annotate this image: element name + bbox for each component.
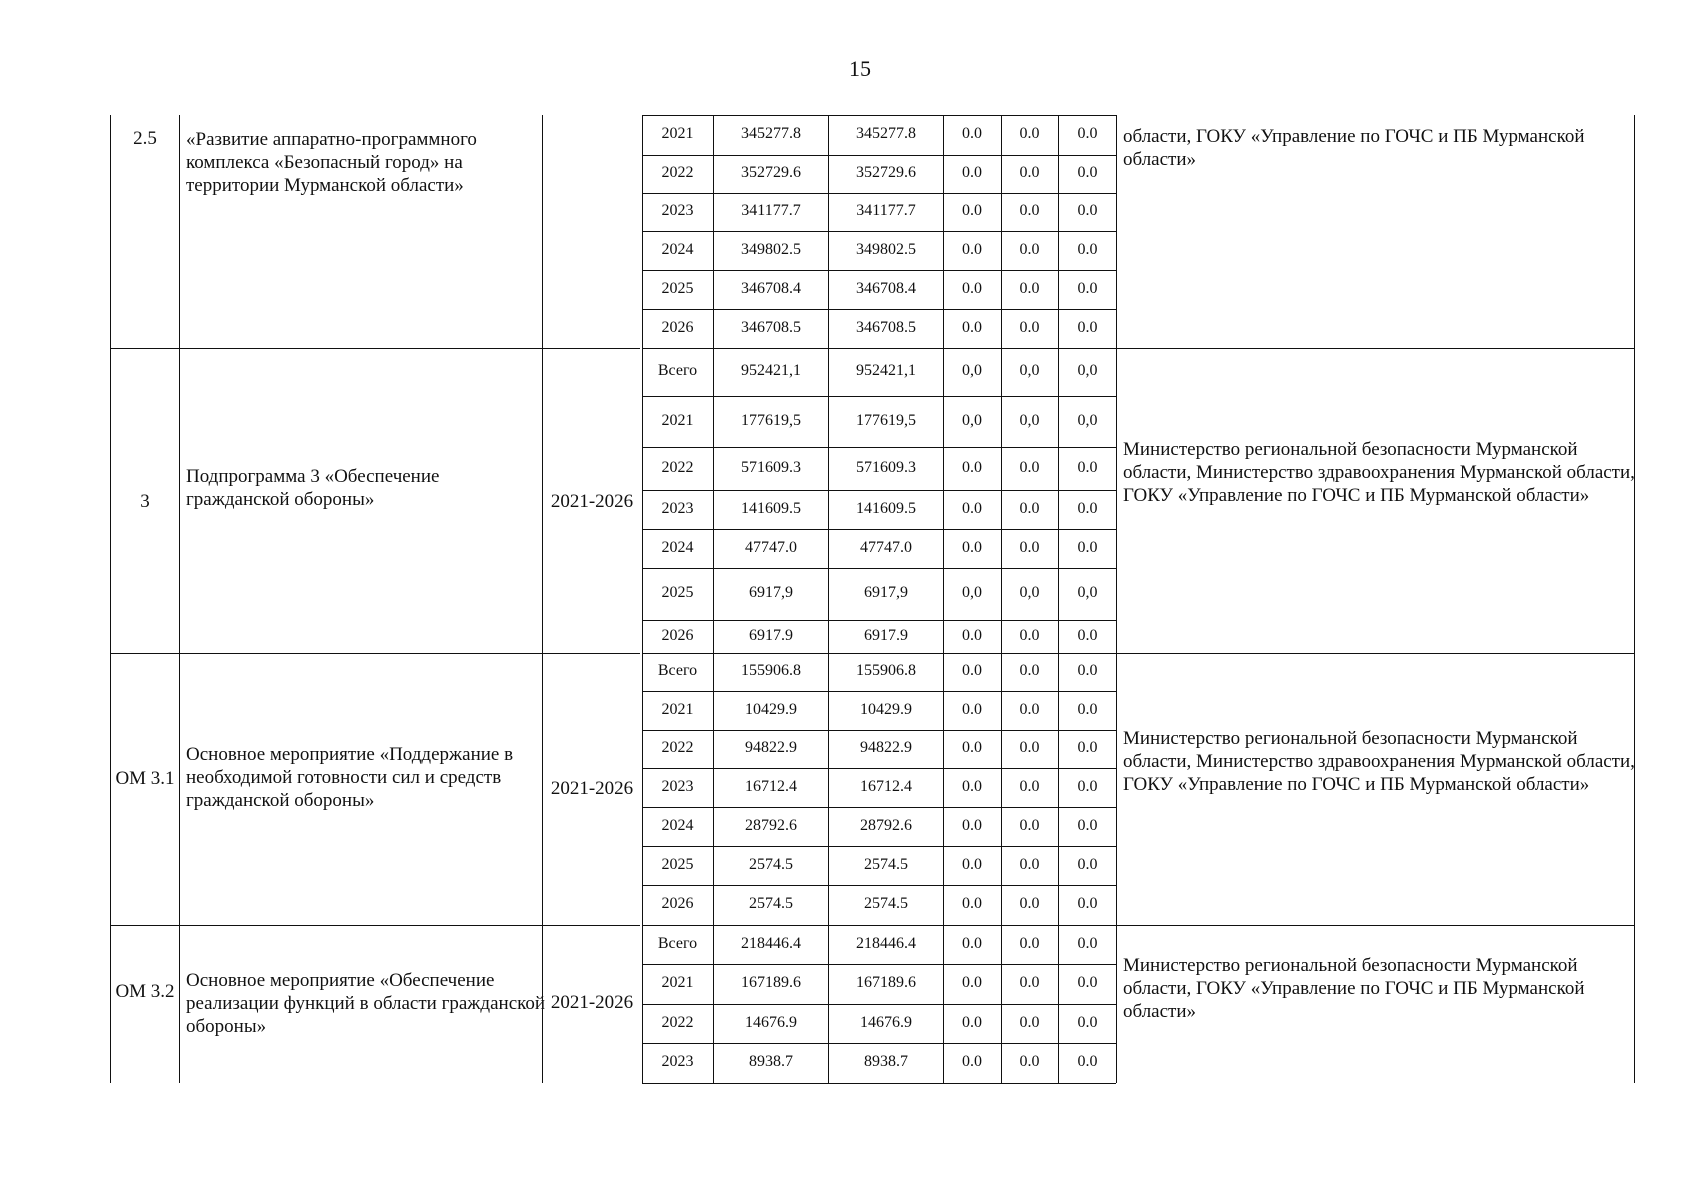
federal-budget-cell: 0.0 bbox=[962, 538, 982, 556]
other-cell: 0.0 bbox=[1077, 279, 1098, 297]
regional-budget-cell: 6917.9 bbox=[864, 626, 908, 644]
regional-budget-cell: 341177.7 bbox=[856, 202, 916, 219]
year-cell: 2025 bbox=[661, 584, 694, 601]
other-cell: 0.0 bbox=[1077, 499, 1098, 517]
regional-budget-cell: 10429.9 bbox=[860, 700, 912, 718]
other-cell: 0.0 bbox=[1077, 662, 1098, 679]
total-cell: 141609.5 bbox=[741, 499, 801, 517]
local-budget-cell: 0,0 bbox=[1019, 584, 1040, 601]
column-divider bbox=[179, 115, 180, 1083]
federal-budget-cell: 0,0 bbox=[962, 584, 982, 601]
year-cell: 2025 bbox=[661, 855, 694, 873]
other-cell: 0.0 bbox=[1077, 739, 1098, 756]
federal-budget-cell: 0.0 bbox=[962, 895, 982, 912]
year-cell: 2024 bbox=[661, 240, 694, 258]
other-cell: 0.0 bbox=[1077, 974, 1098, 991]
federal-budget-cell: 0.0 bbox=[962, 1053, 982, 1070]
total-cell: 218446.4 bbox=[741, 934, 801, 952]
grid-row-line bbox=[642, 730, 1116, 731]
local-budget-cell: 0.0 bbox=[1019, 700, 1040, 718]
row-number: ОМ 3.2 bbox=[115, 981, 175, 1002]
grid-row-line bbox=[642, 396, 1116, 397]
federal-budget-cell: 0.0 bbox=[962, 202, 982, 219]
grid-row-line bbox=[642, 653, 1116, 654]
year-cell: 2025 bbox=[661, 279, 694, 297]
row-executors: области, ГОКУ «Управление по ГОЧС и ПБ Мурманской области» bbox=[1123, 126, 1585, 170]
local-budget-cell: 0.0 bbox=[1019, 538, 1040, 556]
grid-row-line bbox=[642, 155, 1116, 156]
federal-budget-cell: 0.0 bbox=[962, 974, 982, 991]
total-cell: 94822.9 bbox=[745, 739, 797, 756]
other-cell: 0.0 bbox=[1077, 202, 1098, 219]
total-cell: 346708.4 bbox=[741, 279, 801, 297]
total-cell: 341177.7 bbox=[741, 202, 801, 219]
column-divider bbox=[542, 115, 543, 1083]
grid-row-line bbox=[642, 270, 1116, 271]
year-cell: 2023 bbox=[661, 499, 694, 517]
grid-row-line bbox=[642, 964, 1116, 965]
row-name: Основное мероприятие «Обеспечение реализации функций в области гражданской обороны» bbox=[186, 970, 546, 1037]
regional-budget-cell: 167189.6 bbox=[856, 974, 916, 991]
year-cell: 2022 bbox=[661, 164, 694, 181]
row-period: 2021-2026 bbox=[550, 992, 634, 1013]
regional-budget-cell: 352729.6 bbox=[856, 164, 916, 181]
federal-budget-cell: 0.0 bbox=[962, 125, 982, 142]
year-cell: 2026 bbox=[661, 626, 694, 644]
federal-budget-cell: 0.0 bbox=[962, 855, 982, 873]
grid-row-line bbox=[642, 193, 1116, 194]
grid-row-line bbox=[642, 348, 1116, 349]
grid-row-line bbox=[642, 807, 1116, 808]
other-cell: 0.0 bbox=[1077, 700, 1098, 718]
regional-budget-cell: 345277.8 bbox=[856, 125, 916, 142]
table-border-left bbox=[110, 115, 111, 1083]
other-cell: 0.0 bbox=[1077, 816, 1098, 834]
grid-row-line bbox=[642, 231, 1116, 232]
regional-budget-cell: 141609.5 bbox=[856, 499, 916, 517]
grid-row-line bbox=[642, 1083, 1116, 1084]
regional-budget-cell: 2574.5 bbox=[864, 895, 908, 912]
other-cell: 0,0 bbox=[1077, 411, 1098, 429]
regional-budget-cell: 94822.9 bbox=[860, 739, 912, 756]
grid-row-line bbox=[642, 846, 1116, 847]
table-border-right bbox=[1634, 115, 1635, 1083]
grid-column-line bbox=[1116, 653, 1117, 925]
section-divider bbox=[1116, 925, 1634, 926]
total-cell: 349802.5 bbox=[741, 240, 801, 258]
total-cell: 28792.6 bbox=[745, 816, 797, 834]
grid-row-line bbox=[642, 490, 1116, 491]
grid-row-line bbox=[642, 447, 1116, 448]
federal-budget-cell: 0.0 bbox=[962, 164, 982, 181]
year-cell: 2021 bbox=[661, 411, 694, 429]
total-cell: 352729.6 bbox=[741, 164, 801, 181]
regional-budget-cell: 155906.8 bbox=[856, 662, 916, 679]
other-cell: 0.0 bbox=[1077, 895, 1098, 912]
federal-budget-cell: 0.0 bbox=[962, 318, 982, 336]
row-name: Основное мероприятие «Поддержание в необходимой готовности сил и средств гражданской обороны» bbox=[186, 744, 514, 811]
grid-row-line bbox=[642, 1004, 1116, 1005]
total-cell: 346708.5 bbox=[741, 318, 801, 336]
section-divider bbox=[110, 653, 640, 654]
row-number: 3 bbox=[140, 491, 150, 512]
grid-row-line bbox=[642, 885, 1116, 886]
year-cell: 2024 bbox=[661, 538, 694, 556]
other-cell: 0,0 bbox=[1077, 362, 1098, 379]
total-cell: 47747.0 bbox=[745, 538, 797, 556]
local-budget-cell: 0.0 bbox=[1019, 318, 1040, 336]
federal-budget-cell: 0.0 bbox=[962, 739, 982, 756]
section-divider bbox=[1116, 653, 1634, 654]
local-budget-cell: 0.0 bbox=[1019, 1053, 1040, 1070]
total-cell: 167189.6 bbox=[741, 974, 801, 991]
local-budget-cell: 0,0 bbox=[1019, 411, 1040, 429]
regional-budget-cell: 16712.4 bbox=[860, 777, 912, 795]
year-cell: Всего bbox=[657, 934, 698, 952]
federal-budget-cell: 0.0 bbox=[962, 1013, 982, 1031]
local-budget-cell: 0.0 bbox=[1019, 279, 1040, 297]
grid-row-line bbox=[642, 115, 1116, 116]
row-period: 2021-2026 bbox=[550, 491, 634, 512]
regional-budget-cell: 6917,9 bbox=[864, 584, 908, 601]
total-cell: 8938.7 bbox=[749, 1053, 793, 1070]
grid-row-line bbox=[642, 1043, 1116, 1044]
total-cell: 6917.9 bbox=[749, 626, 793, 644]
page-number: 15 bbox=[849, 56, 871, 81]
section-divider bbox=[110, 925, 640, 926]
grid-row-line bbox=[642, 309, 1116, 310]
federal-budget-cell: 0.0 bbox=[962, 626, 982, 644]
regional-budget-cell: 571609.3 bbox=[856, 458, 916, 476]
grid-column-line bbox=[1116, 925, 1117, 1083]
regional-budget-cell: 28792.6 bbox=[860, 816, 912, 834]
year-cell: Всего bbox=[657, 362, 698, 379]
other-cell: 0.0 bbox=[1077, 934, 1098, 952]
local-budget-cell: 0.0 bbox=[1019, 499, 1040, 517]
local-budget-cell: 0.0 bbox=[1019, 974, 1040, 991]
local-budget-cell: 0.0 bbox=[1019, 626, 1040, 644]
row-period: 2021-2026 bbox=[550, 778, 634, 799]
grid-row-line bbox=[642, 620, 1116, 621]
row-number: 2.5 bbox=[133, 128, 157, 149]
other-cell: 0.0 bbox=[1077, 626, 1098, 644]
section-divider bbox=[1116, 348, 1634, 349]
total-cell: 2574.5 bbox=[749, 855, 793, 873]
local-budget-cell: 0.0 bbox=[1019, 125, 1040, 142]
total-cell: 14676.9 bbox=[745, 1013, 797, 1031]
total-cell: 155906.8 bbox=[741, 662, 801, 679]
federal-budget-cell: 0.0 bbox=[962, 499, 982, 517]
local-budget-cell: 0.0 bbox=[1019, 777, 1040, 795]
federal-budget-cell: 0,0 bbox=[962, 362, 982, 379]
other-cell: 0.0 bbox=[1077, 1013, 1098, 1031]
total-cell: 10429.9 bbox=[745, 700, 797, 718]
year-cell: 2026 bbox=[661, 895, 694, 912]
federal-budget-cell: 0.0 bbox=[962, 240, 982, 258]
regional-budget-cell: 8938.7 bbox=[864, 1053, 908, 1070]
total-cell: 177619,5 bbox=[741, 411, 801, 429]
year-cell: 2022 bbox=[661, 1013, 694, 1031]
row-executors: Министерство региональной безопасности Мурманской области, Министерство здравоохранения Мурманской области, ГОКУ «Управление по ГОЧС и ПБ Мурманской области» bbox=[1123, 439, 1635, 506]
other-cell: 0.0 bbox=[1077, 1053, 1098, 1070]
other-cell: 0.0 bbox=[1077, 777, 1098, 795]
local-budget-cell: 0.0 bbox=[1019, 662, 1040, 679]
year-cell: 2021 bbox=[661, 974, 694, 991]
other-cell: 0,0 bbox=[1077, 584, 1098, 601]
other-cell: 0.0 bbox=[1077, 164, 1098, 181]
federal-budget-cell: 0.0 bbox=[962, 662, 982, 679]
year-cell: 2023 bbox=[661, 777, 694, 795]
year-cell: 2023 bbox=[661, 202, 694, 219]
regional-budget-cell: 349802.5 bbox=[856, 240, 916, 258]
grid-column-line bbox=[1116, 115, 1117, 348]
local-budget-cell: 0,0 bbox=[1019, 362, 1040, 379]
other-cell: 0.0 bbox=[1077, 458, 1098, 476]
regional-budget-cell: 346708.5 bbox=[856, 318, 916, 336]
total-cell: 952421,1 bbox=[741, 362, 801, 379]
total-cell: 571609.3 bbox=[741, 458, 801, 476]
regional-budget-cell: 218446.4 bbox=[856, 934, 916, 952]
regional-budget-cell: 346708.4 bbox=[856, 279, 916, 297]
local-budget-cell: 0.0 bbox=[1019, 895, 1040, 912]
other-cell: 0.0 bbox=[1077, 538, 1098, 556]
regional-budget-cell: 14676.9 bbox=[860, 1013, 912, 1031]
other-cell: 0.0 bbox=[1077, 855, 1098, 873]
total-cell: 2574.5 bbox=[749, 895, 793, 912]
row-executors: Министерство региональной безопасности Мурманской области, ГОКУ «Управление по ГОЧС и ПБ Мурманской области» bbox=[1123, 955, 1585, 1022]
row-number: ОМ 3.1 bbox=[115, 768, 175, 789]
grid-row-line bbox=[642, 691, 1116, 692]
federal-budget-cell: 0.0 bbox=[962, 279, 982, 297]
row-name: «Развитие аппаратно-программного комплекса «Безопасный город» на территории Мурманской области» bbox=[186, 129, 477, 196]
regional-budget-cell: 2574.5 bbox=[864, 855, 908, 873]
other-cell: 0.0 bbox=[1077, 240, 1098, 258]
grid-row-line bbox=[642, 925, 1116, 926]
local-budget-cell: 0.0 bbox=[1019, 458, 1040, 476]
federal-budget-cell: 0.0 bbox=[962, 458, 982, 476]
grid-column-line bbox=[1116, 348, 1117, 653]
grid-row-line bbox=[642, 568, 1116, 569]
local-budget-cell: 0.0 bbox=[1019, 1013, 1040, 1031]
local-budget-cell: 0.0 bbox=[1019, 739, 1040, 756]
year-cell: 2026 bbox=[661, 318, 694, 336]
row-executors: Министерство региональной безопасности Мурманской области, Министерство здравоохранения Мурманской области, ГОКУ «Управление по ГОЧС и ПБ Мурманской области» bbox=[1123, 728, 1635, 795]
total-cell: 345277.8 bbox=[741, 125, 801, 142]
local-budget-cell: 0.0 bbox=[1019, 240, 1040, 258]
local-budget-cell: 0.0 bbox=[1019, 934, 1040, 952]
federal-budget-cell: 0.0 bbox=[962, 816, 982, 834]
total-cell: 16712.4 bbox=[745, 777, 797, 795]
year-cell: 2021 bbox=[661, 125, 694, 142]
federal-budget-cell: 0.0 bbox=[962, 700, 982, 718]
local-budget-cell: 0.0 bbox=[1019, 816, 1040, 834]
year-cell: Всего bbox=[657, 662, 698, 679]
regional-budget-cell: 952421,1 bbox=[856, 362, 916, 379]
federal-budget-cell: 0.0 bbox=[962, 934, 982, 952]
grid-row-line bbox=[642, 529, 1116, 530]
row-name: Подпрограмма 3 «Обеспечение гражданской обороны» bbox=[186, 466, 440, 510]
regional-budget-cell: 47747.0 bbox=[860, 538, 912, 556]
other-cell: 0.0 bbox=[1077, 318, 1098, 336]
year-cell: 2021 bbox=[661, 700, 694, 718]
year-cell: 2024 bbox=[661, 816, 694, 834]
year-cell: 2022 bbox=[661, 739, 694, 756]
regional-budget-cell: 177619,5 bbox=[856, 411, 916, 429]
local-budget-cell: 0.0 bbox=[1019, 164, 1040, 181]
grid-row-line bbox=[642, 768, 1116, 769]
other-cell: 0.0 bbox=[1077, 125, 1098, 142]
local-budget-cell: 0.0 bbox=[1019, 855, 1040, 873]
federal-budget-cell: 0,0 bbox=[962, 411, 982, 429]
local-budget-cell: 0.0 bbox=[1019, 202, 1040, 219]
year-cell: 2022 bbox=[661, 458, 694, 476]
section-divider bbox=[110, 348, 640, 349]
federal-budget-cell: 0.0 bbox=[962, 777, 982, 795]
total-cell: 6917,9 bbox=[749, 584, 793, 601]
year-cell: 2023 bbox=[661, 1053, 694, 1070]
